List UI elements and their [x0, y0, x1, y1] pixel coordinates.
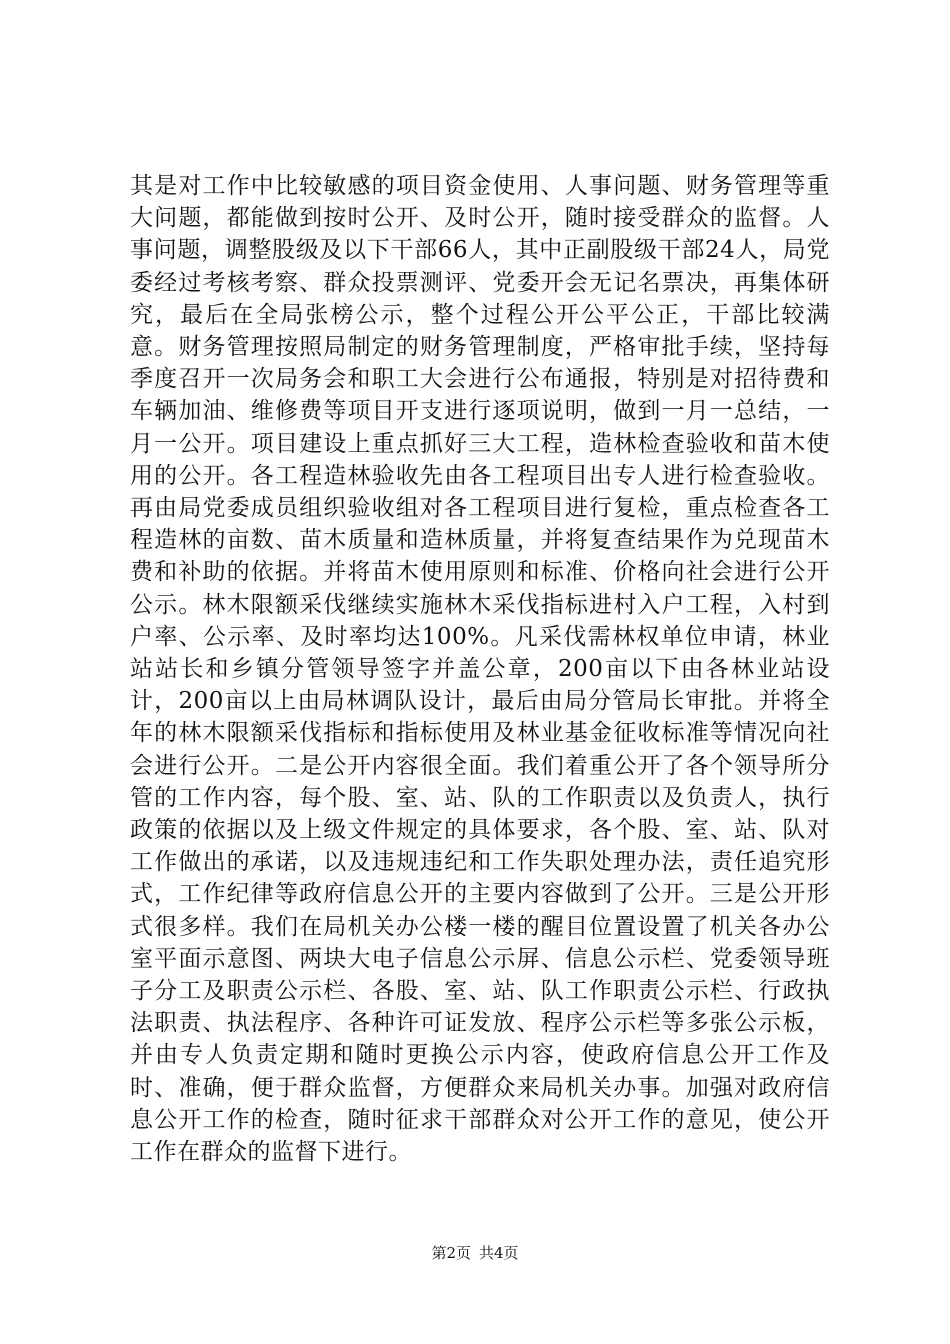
current-page-number: 第2页: [431, 1244, 471, 1262]
total-pages: 共4页: [479, 1244, 519, 1262]
page-footer: [0, 1243, 950, 1263]
body-paragraph: 其是对工作中比较敏感的项目资金使用、人事问题、财务管理等重大问题，都能做到按时公开、及时公开，随时接受群众的监督。人事问题，调整股级及以下干部66人，其中正副股级干部24人，局党委经过考核考察、群众投票测评、党委开会无记名票决，再集体研究，最后在全局张榜公示，整个过程公开公平公正，干部比较满意。财务管理按照局制定的财务管理制度，严格审批手续，坚持每季度召开一次局务会和职工大会进行公布通报，特别是对招待费和车辆加油、维修费等项目开支进行逐项说明，做到一月一总结，一月一公开。项目建设上重点抓好三大工程，造林检查验收和苗木使用的公开。各工程造林验收先由各工程项目出专人进行检查验收。再由局党委成员组织验收组对各工程项目进行复检，重点检查各工程造林的亩数、苗木质量和造林质量，并将复查结果作为兑现苗木费和补助的依据。并将苗木使用原则和标准、价格向社会进行公开公示。林木限额采伐继续实施林木采伐指标进村入户工程，入村到户率、公示率、及时率均达100%。凡采伐需林权单位申请，林业站站长和乡镇分管领导签字并盖公章，200亩以下由各林业站设计，200亩以上由局林调队设计，最后由局分管局长审批。并将全年的林木限额采伐指标和指标使用及林业基金征收标准等情况向社会进行公开。二是公开内容很全面。我们着重公开了各个领导所分管的工作内容，每个股、室、站、队的工作职责以及负责人，执行政策的依据以及上级文件规定的具体要求，各个股、室、站、队对工作做出的承诺，以及违规违纪和工作失职处理办法，责任追究形式，工作纪律等政府信息公开的主要内容做到了公开。三是公开形式很多样。我们在局机关办公楼一楼的醒目位置设置了机关各办公室平面示意图、两块大电子信息公示屏、信息公示栏、党委领导班子分工及职责公示栏、各股、室、站、队工作职责公示栏、行政执法职责、执法程序、各种许可证发放、程序公示栏等多张公示板，并由专人负责定期和随时更换公示内容，使政府信息公开工作及时、准确，便于群众监督，方便群众来局机关办事。加强对政府信息公开工作的检查，随时征求干部群众对公开工作的意见，使公开工作在群众的监督下进行。: [130, 173, 830, 1166]
